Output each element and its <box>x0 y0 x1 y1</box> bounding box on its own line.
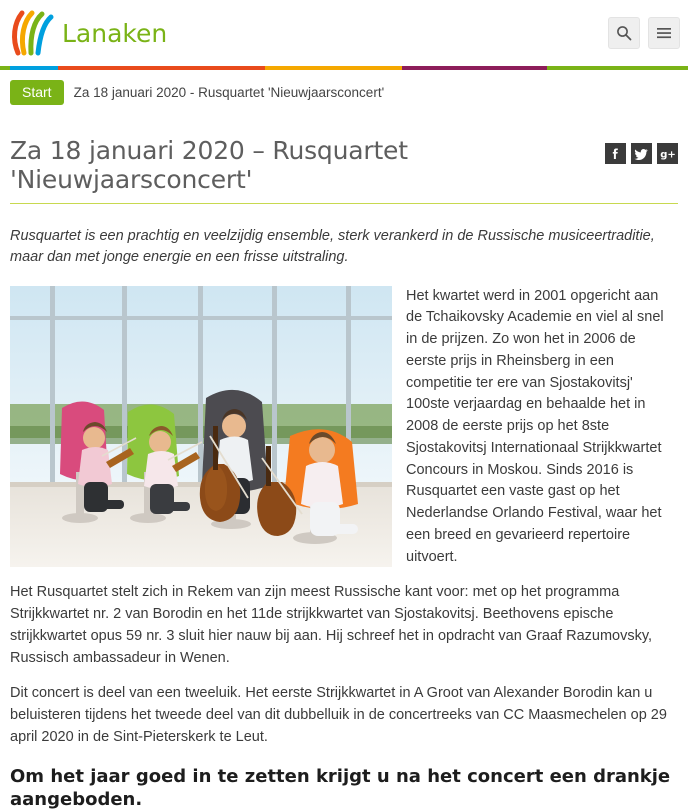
facebook-icon <box>605 143 626 164</box>
page-title: Za 18 januari 2020 – Rusquartet 'Nieuwjaarsconcert' <box>10 136 408 194</box>
search-button[interactable] <box>608 17 640 49</box>
title-row <box>10 137 678 204</box>
article-paragraph-2: Het Rusquartet stelt zich in Rekem van zijn meest Russische kant voor: met op het programma Strijkkwartet nr. 2 van Borodin en het 11de strijkkwartet van Sjostakovitsj. Beethovens epische strijkkwartet opus 59 nr. 3 sluit hier nauw bij aan. Hij schreef het in opdracht van Graaf Razumovsky, Russisch ambassadeur in Wenen. <box>10 584 653 666</box>
article-figure <box>10 286 392 567</box>
article-paragraph-1: Het kwartet werd in 2001 opgericht aan de Tchaikovsky Academie en viel al snel in de prijzen. Zo won het in 2006 de eerste prijs in Rheinsberg in een competitie ter ere van Sjostakovitsj' 100ste verjaardag en behaalde het in 2008 de eerste prijs op het 8ste Sjostakovitsj Internationaal Strijkkwartet Concours in Moskou. Sinds 2016 is Rusquartet een vaste gast op het Nederlandse Orlando Festival, waar het een breed en gevarieerd repertoire uitvoert. <box>406 287 664 565</box>
lead-paragraph: Rusquartet is een prachtig en veelzijdig ensemble, sterk verankerd in de Russische musiceertraditie, maar dan met jonge energie en een frisse uitstraling. <box>10 227 655 265</box>
hamburger-menu-icon <box>656 26 672 40</box>
site-header <box>0 0 688 66</box>
rusquartet-photo <box>10 286 392 567</box>
main-content <box>0 137 688 811</box>
brand-name: Lanaken <box>62 18 168 48</box>
closing-note: Om het jaar goed in te zetten krijgt u na het concert een drankje aangeboden. <box>10 765 671 810</box>
breadcrumb-start-button[interactable]: Start <box>10 80 64 105</box>
share-buttons <box>595 143 678 164</box>
site-logo[interactable] <box>10 9 167 57</box>
menu-button[interactable] <box>648 17 680 49</box>
facebook-share-button[interactable] <box>605 143 626 164</box>
google-plus-icon <box>657 143 678 164</box>
breadcrumb <box>0 70 688 115</box>
search-icon <box>616 25 632 41</box>
rainbow-divider <box>0 66 688 70</box>
article-body <box>10 286 678 811</box>
twitter-share-button[interactable] <box>631 143 652 164</box>
google-plus-share-button[interactable] <box>657 143 678 164</box>
twitter-icon <box>631 143 652 164</box>
lanaken-logo-icon <box>10 9 56 57</box>
breadcrumb-current-page: Za 18 januari 2020 - Rusquartet 'Nieuwjaarsconcert' <box>73 85 385 100</box>
svg-text:g+: g+ <box>660 149 676 161</box>
article-paragraph-3: Dit concert is deel van een tweeluik. Het eerste Strijkkwartet in A Groot van Alexander Borodin kan u beluisteren tijdens het tweede deel van dit dubbelluik in de concertreeks van CC Maasmechelen op 29 april 2020 in de Sint-Pieterskerk te Leut. <box>10 685 667 745</box>
